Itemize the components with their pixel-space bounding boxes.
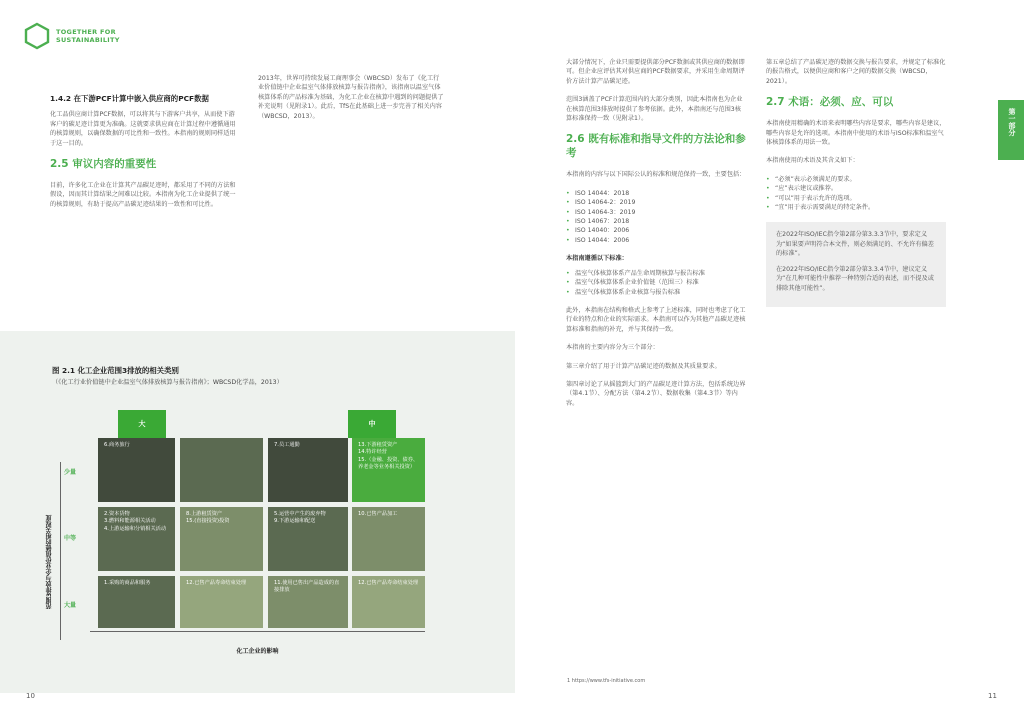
y-level-high: 大量 (64, 602, 77, 609)
figure-y-axis (60, 462, 61, 640)
left-second-column (258, 74, 444, 130)
x-head-large: 大 (118, 410, 166, 438)
list-item: • ISO 14040：2006 (566, 226, 746, 235)
figure-y-title: 范围3排放与企业价值链的相关程度 (46, 514, 53, 610)
page-number-right: 11 (988, 692, 997, 700)
grid-cell-r1c2 (180, 438, 263, 502)
list-item: • 温室气体核算体系企业核算与报告标准 (566, 288, 746, 297)
left-column (50, 94, 236, 218)
list-item: • ISO 14044：2006 (566, 236, 746, 245)
list-item: • 温室气体核算体系产品生命周期核算与报告标准 (566, 269, 746, 278)
section-heading-2-7: 2.7 术语：必须、应、可以 (766, 96, 894, 109)
list-label: 本指南遵循以下标准： (566, 255, 628, 263)
definition-note-box (766, 222, 946, 306)
subsection-heading: 1.4.2 在下游PCF计算中嵌入供应商的PCF数据 (50, 94, 209, 103)
list-item: • ISO 14067：2018 (566, 217, 746, 226)
middle-column (566, 58, 746, 417)
grid-cell-r3c4: 12.已售产品寿命结束处理 (352, 576, 425, 628)
paragraph: 大部分情况下，企业只需要提供部分PCF数据或其供应商的数据即可。但企业应评估其对供应商的PCF数据要求，并采用生命周期评价方法计算产品碳足迹。 (566, 59, 745, 85)
hexagon-logo-icon (24, 22, 50, 50)
grid-cell-r2c4: 10.已售产品加工 (352, 507, 425, 571)
paragraph: 本指南的主要内容分为三个部分： (566, 344, 659, 352)
ghg-standards-list (566, 269, 746, 297)
tfs-logo (24, 22, 120, 50)
list-item: • ISO 14044：2018 (566, 189, 746, 198)
paragraph: 化工品供应商计算PCF数据，可以将其与下游客户共享，从而使下游客户的碳足迹计算更为准确。这就要求供应商在计算过程中遵循通用的核算规则，以确保数据的可比性和一致性。本指南的规则同样适用于这一目的。 (50, 111, 236, 147)
list-item: • ISO 14064-3：2019 (566, 208, 746, 217)
terms-list (766, 175, 946, 213)
paragraph: 第四章讨论了从摇篮到大门的产品碳足迹计算方法，包括系统边界（第4.1节）、分配方法（第4.2节）、数据收集（第4.3节）等内容。 (566, 380, 746, 407)
grid-cell-r2c3: 5.运营中产生的废弃物 9.下游运输和配送 (268, 507, 348, 571)
note-paragraph: 在2022年ISO/IEC指令第2部分第3.3.3节中，要求定义为“如果要声明符合本文件，则必须满足的、不允许有偏差的标准”。 (776, 231, 934, 258)
paragraph: 第三章介绍了用于计算产品碳足迹的数据及其质量要求。 (566, 362, 721, 370)
logo-text: TOGETHER FOR SUSTAINABILITY (56, 28, 120, 44)
figure-x-axis (90, 631, 425, 632)
iso-standards-list (566, 189, 746, 245)
grid-cell-r1c4: 13.下游租赁资产 14.特许经营 15.（金融、投资、债券、养老金等业务相关投资） (352, 438, 425, 502)
grid-cell-r2c2: 8.上游租赁资产 15.(直接投资)投资 (180, 507, 263, 571)
note-paragraph: 在2022年ISO/IEC指令第2部分第3.3.4节中，建议定义为“在几种可能性中推荐一种特别合适的表述，而不提及或排除其他可能性”。 (776, 265, 934, 292)
list-item: • ISO 14064-2：2019 (566, 198, 746, 207)
paragraph: 本指南使用精确的术语来表明哪些内容是要求，哪些内容是建议，哪些内容是允许的选项。本指南中使用的术语与ISO标准和温室气体核算体系的用法一致。 (766, 120, 946, 147)
list-item: • “必须”表示必须满足的要求。 (766, 175, 946, 184)
grid-cell-r2c1: 2.资本货物 3.燃料和能源相关活动 4.上游运输和分销相关活动 (98, 507, 175, 571)
grid-cell-r1c1: 6.商务旅行 (98, 438, 175, 502)
figure-title: 图 2.1 化工企业范围3排放的相关类别 (52, 366, 179, 375)
y-level-mid: 中等 (64, 535, 77, 542)
paragraph: 目前，许多化工企业在计算其产品碳足迹时，都采用了不同的方法和假设，因而其计算结果之间难以比较。本指南为化工企业提供了统一的核算规则，有助于提高产品碳足迹结果的一致性和可比性。 (50, 182, 236, 208)
section-heading-2-5: 2.5 审议内容的重要性 (50, 158, 157, 171)
list-item: • “宜”用于表示需要满足的特定条件。 (766, 203, 946, 212)
section-side-tab: 第一部分 (998, 100, 1024, 160)
page-number-left: 10 (26, 692, 35, 700)
right-column (766, 58, 946, 307)
paragraph: 本指南的内容与以下国际公认的标准和规范保持一致，主要包括： (566, 171, 746, 179)
grid-cell-r3c2: 12.已售产品寿命结束处理 (180, 576, 263, 628)
paragraph: 第五章总结了产品碳足迹的数据交换与报告要求，并规定了标准化的报告格式，以便供应商和客户之间的数据交换（WBCSD，2021）。 (766, 59, 946, 85)
list-item: • “可以”用于表示允许的选项。 (766, 194, 946, 203)
list-item: • “应”表示建议或推荐。 (766, 184, 946, 193)
list-item: • 温室气体核算体系企业价值链（范围三）标准 (566, 278, 746, 287)
grid-cell-r3c1: 1.采购的商品和服务 (98, 576, 175, 628)
paragraph: 此外，本指南在结构和格式上参考了上述标准，同时也考虑了化工行业的特点和企业的实际需求。本指南可以作为其他产品碳足迹核算标准和指南的补充，并与其保持一致。 (566, 306, 746, 333)
x-head-medium: 中 (348, 410, 396, 438)
section-heading-2-6: 2.6 既有标准和指导文件的方法论和参考 (566, 133, 746, 160)
paragraph: 本指南使用的术语及其含义如下： (766, 157, 859, 165)
y-level-low: 少量 (64, 469, 77, 476)
grid-cell-r1c3: 7.员工通勤 (268, 438, 348, 502)
footnote: 1 https://www.tfs-initiative.com (567, 678, 646, 684)
paragraph: 2013年，世界可持续发展工商理事会（WBCSD）发布了《化工行业价值链中企业温室气体排放核算与报告指南》，该指南以温室气体核算体系的产品标准为基础，为化工企业在核算中遇到的问题提供了补充说明（见附录1）。此后，TfS在此基础上进一步完善了相关内容（WBCSD，2013）。 (258, 75, 444, 120)
figure-x-title: 化工企业的影响 (236, 648, 279, 655)
grid-cell-r3c3: 11.使用已售出产品造成的直接排放 (268, 576, 348, 628)
paragraph: 范围3涵盖了PCF计算范围内的大部分类别，因此本指南也为企业在核算范围3排放时提供了参考依据。此外，本指南还与范围3核算标准保持一致（见附录1）。 (566, 96, 743, 123)
figure-source: （《化工行业价值链中企业温室气体排放核算与报告指南》；WBCSD化学品，2013） (52, 379, 283, 386)
